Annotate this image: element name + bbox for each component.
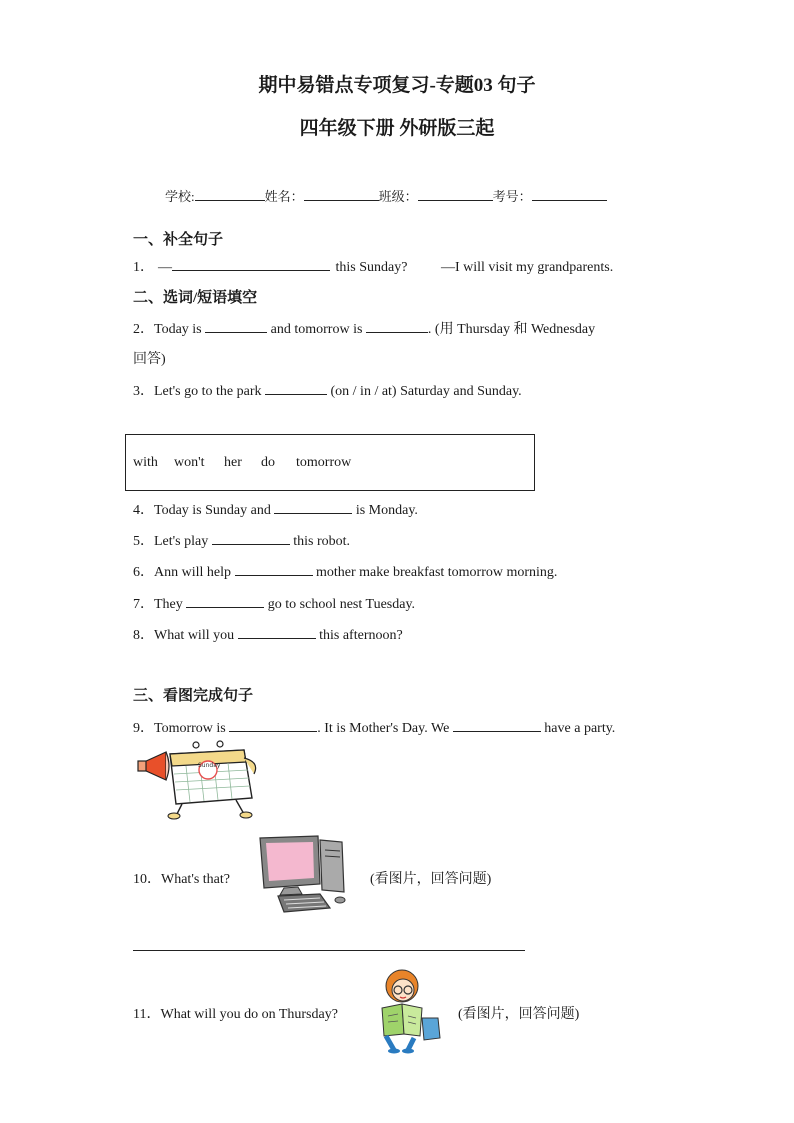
number-blank[interactable]	[532, 188, 607, 201]
question-text: What will you	[154, 628, 235, 643]
question-reply: —I will visit my grandparents.	[440, 260, 614, 275]
dash: —	[158, 260, 172, 275]
question-text: They	[154, 597, 183, 612]
word-bank-item: her	[224, 455, 242, 470]
question-text: Tomorrow is	[154, 721, 226, 736]
calendar-icon	[168, 741, 256, 819]
girl-reading-illustration	[376, 966, 444, 1054]
answer-blank[interactable]	[274, 501, 352, 514]
question-number: 10．	[133, 872, 161, 887]
class-label: 班级：	[378, 189, 418, 204]
question-text: this afternoon?	[319, 628, 403, 643]
question-number: 1．	[133, 260, 154, 275]
question-text: mother make breakfast tomorrow morning.	[316, 565, 558, 580]
question-2	[133, 318, 595, 338]
question-number: 5．	[133, 534, 154, 549]
question-number: 7．	[133, 597, 154, 612]
computer-tower-icon	[320, 840, 344, 892]
word-bank-item: with	[133, 455, 158, 470]
question-text: . It is Mother's Day. We	[317, 721, 450, 736]
question-text: Let's go to the park	[154, 384, 262, 399]
question-text: go to school nest Tuesday.	[267, 597, 416, 612]
question-text: . (用 Thursday 和 Wednesday	[427, 322, 596, 337]
question-text: Today is	[154, 322, 202, 337]
question-text: Today is Sunday and	[154, 503, 271, 518]
school-label: 学校:	[165, 189, 195, 204]
word-bank-item: do	[261, 455, 275, 470]
keyboard-icon	[278, 894, 330, 912]
question-11-hint: (看图片，回答问题)	[458, 1007, 580, 1022]
question-number: 6．	[133, 565, 154, 580]
answer-blank[interactable]	[265, 382, 327, 395]
question-number: 9．	[133, 721, 154, 736]
question-number: 11．	[133, 1007, 161, 1022]
section-3-heading: 三、看图完成句子	[133, 688, 254, 704]
answer-blank[interactable]	[186, 595, 264, 608]
answer-blank[interactable]	[172, 258, 330, 271]
question-text: have a party.	[544, 721, 616, 736]
monitor-icon	[260, 836, 320, 895]
question-text: What's that?	[161, 872, 230, 887]
answer-blank[interactable]	[453, 719, 541, 732]
question-text: and tomorrow is	[270, 322, 363, 337]
question-3	[133, 380, 522, 400]
calendar-label: Sunday	[198, 762, 221, 769]
question-text: Ann will help	[154, 565, 231, 580]
question-8	[133, 624, 403, 644]
question-text: this robot.	[293, 534, 351, 549]
question-text: What will you do on Thursday?	[160, 1007, 338, 1022]
girl-reading-icon	[382, 970, 440, 1054]
name-label: 姓名：	[264, 189, 304, 204]
question-text: Let's play	[154, 534, 209, 549]
question-5	[133, 530, 350, 550]
answer-blank[interactable]	[366, 320, 428, 333]
class-blank[interactable]	[418, 188, 493, 201]
answer-blank[interactable]	[212, 532, 290, 545]
question-11	[133, 1003, 338, 1023]
page-subtitle: 四年级下册 外研版三起	[299, 118, 495, 139]
answer-blank[interactable]	[229, 719, 317, 732]
question-text: this Sunday?	[335, 260, 408, 275]
answer-blank[interactable]	[205, 320, 267, 333]
number-label: 考号：	[492, 189, 532, 204]
calendar-megaphone-illustration	[136, 740, 264, 820]
question-10-hint: (看图片，回答问题)	[370, 872, 492, 887]
section-2-heading: 二、选词/短语填空	[133, 290, 258, 306]
mouse-icon	[335, 897, 345, 903]
question-9	[133, 717, 615, 737]
answer-blank[interactable]	[238, 626, 316, 639]
question-6	[133, 561, 557, 581]
word-bank-item: won't	[174, 455, 205, 470]
word-bank-box	[125, 434, 535, 491]
word-bank-item: tomorrow	[296, 455, 352, 470]
question-text: (on / in / at) Saturday and Sunday.	[330, 384, 522, 399]
page-title: 期中易错点专项复习-专题03 句子	[258, 75, 536, 96]
question-10	[133, 868, 230, 888]
question-text: is Monday.	[355, 503, 418, 518]
question-number: 4．	[133, 503, 154, 518]
school-blank[interactable]	[195, 188, 265, 201]
answer-blank[interactable]	[235, 563, 313, 576]
student-info-line	[165, 186, 607, 205]
question-1	[133, 256, 613, 276]
name-blank[interactable]	[304, 188, 379, 201]
question-number: 2．	[133, 322, 154, 337]
megaphone-icon	[138, 752, 169, 780]
question-4	[133, 499, 418, 519]
question-2-continued: 回答)	[133, 352, 166, 367]
question-number: 3．	[133, 384, 154, 399]
computer-illustration	[258, 834, 350, 916]
question-number: 8．	[133, 628, 154, 643]
section-1-heading: 一、补全句子	[133, 232, 224, 248]
question-7	[133, 593, 415, 613]
answer-line[interactable]	[133, 950, 525, 951]
